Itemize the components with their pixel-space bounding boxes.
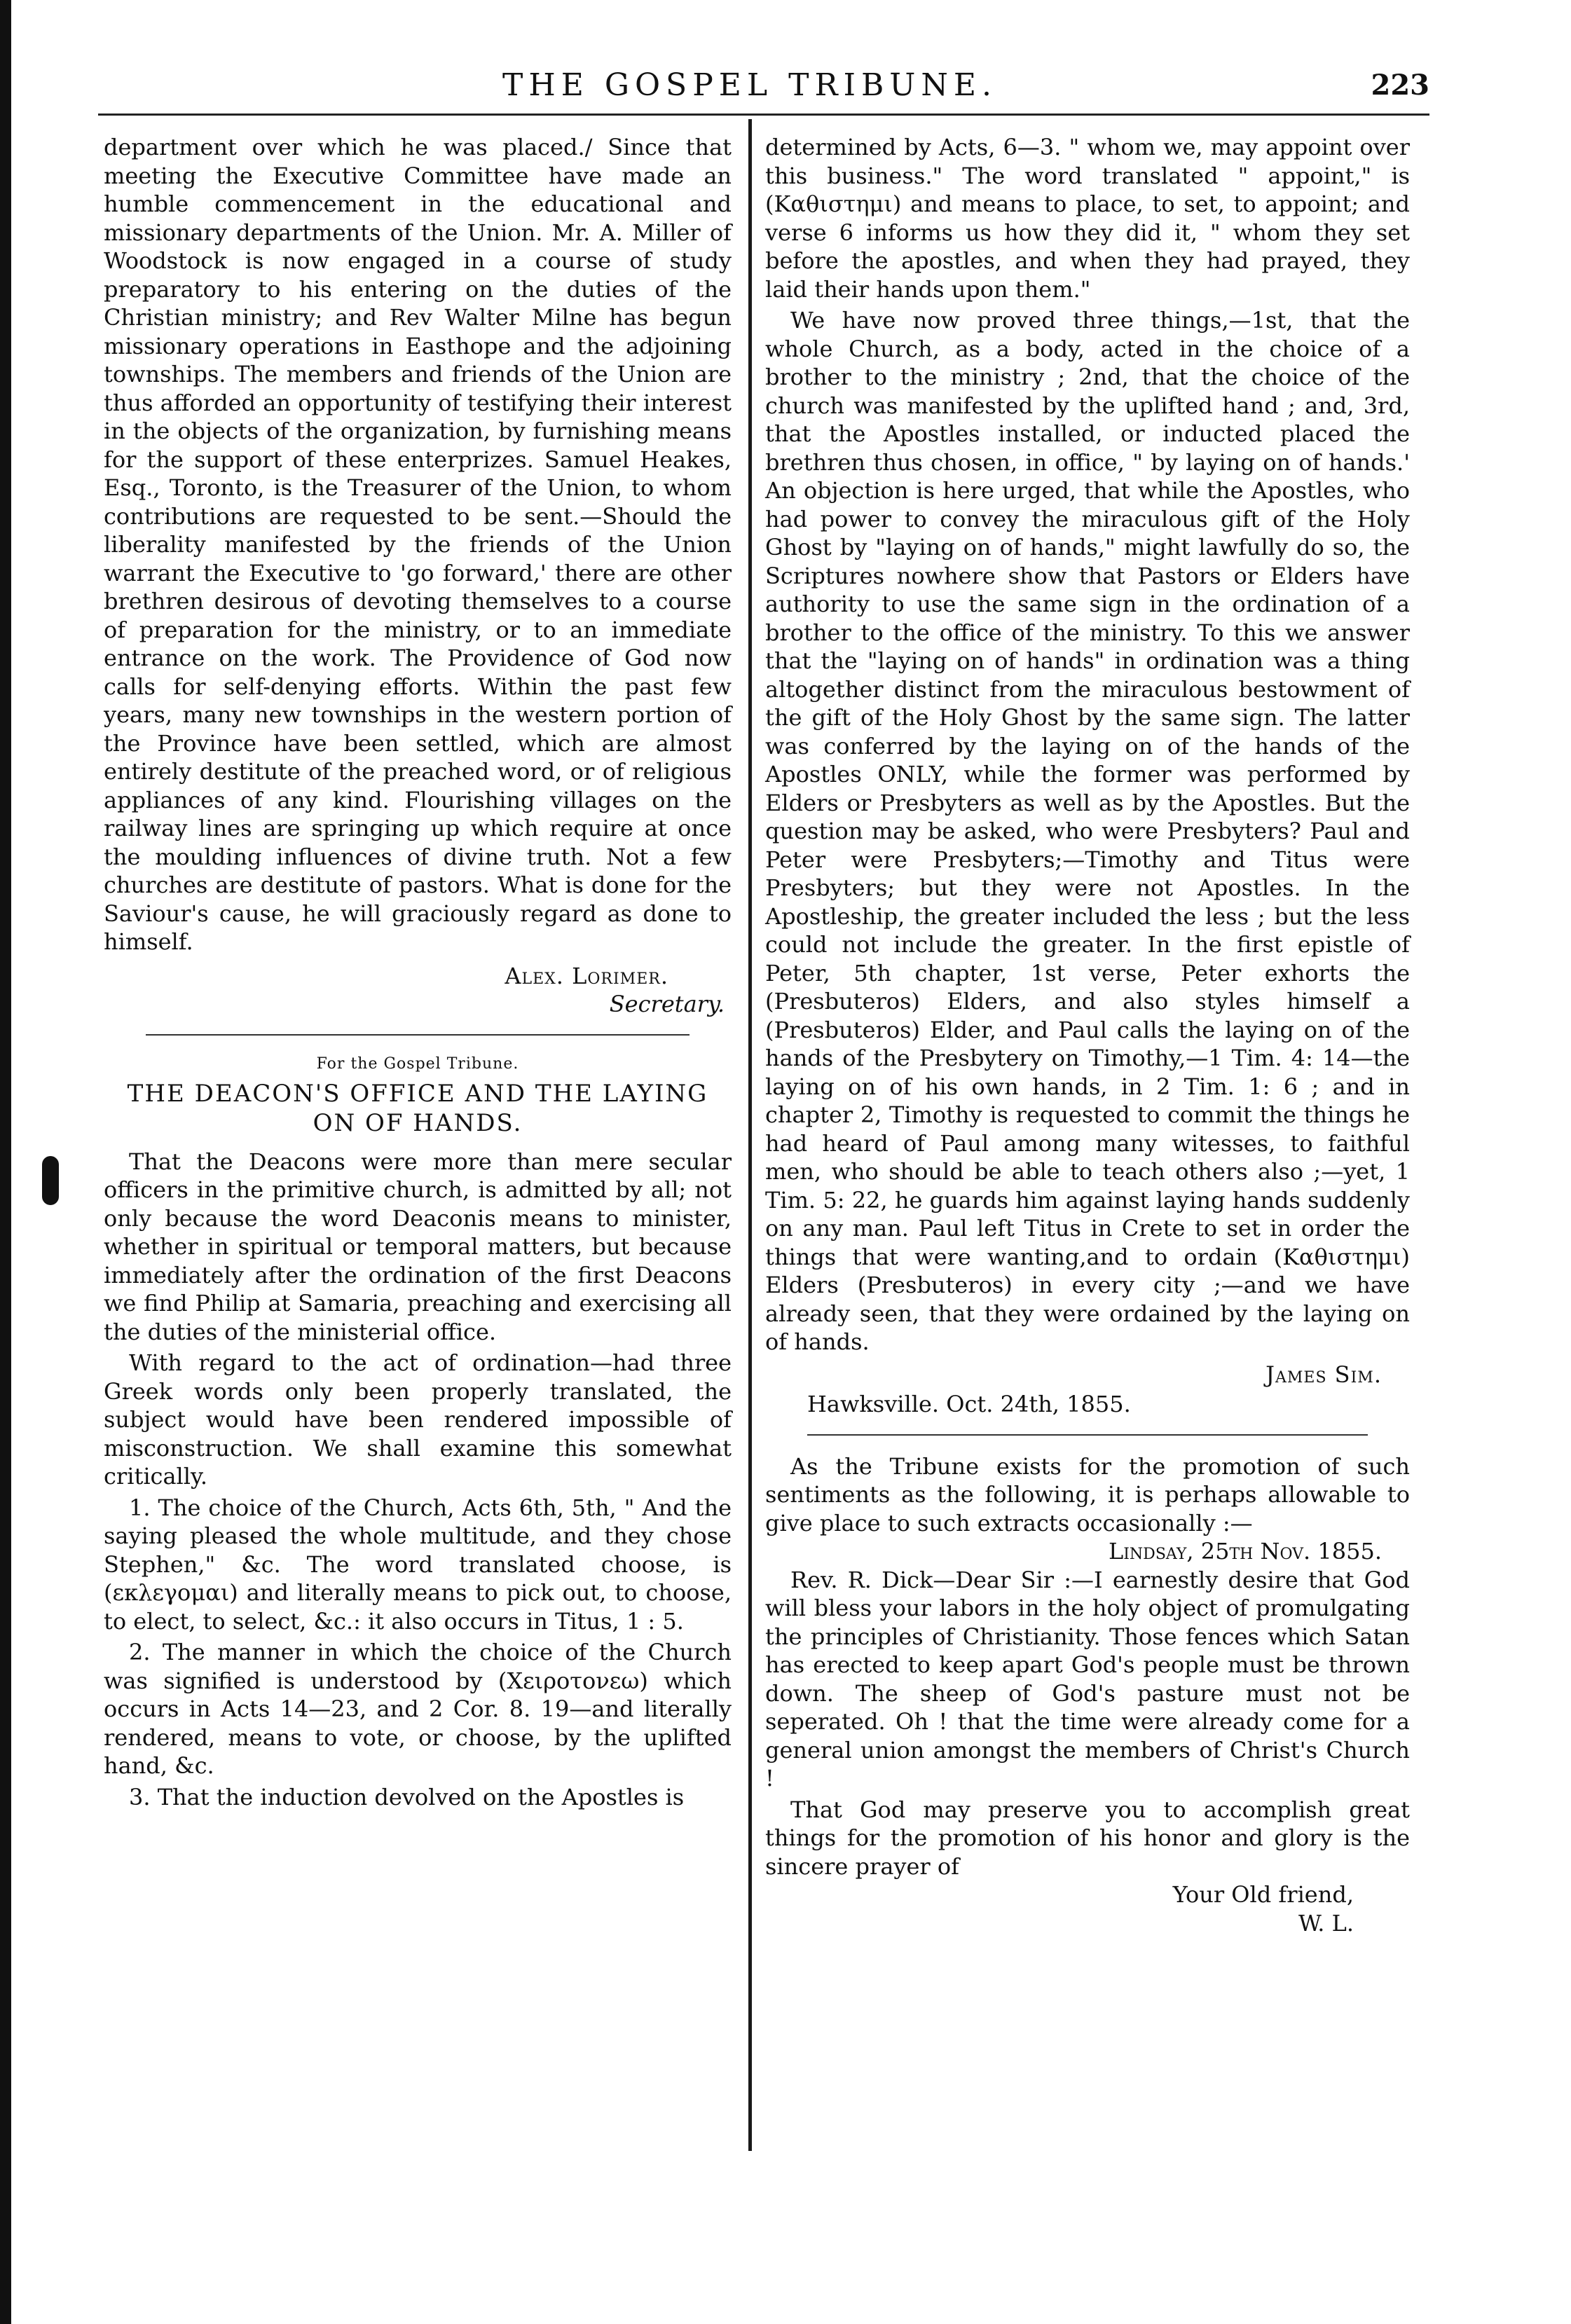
- article-title: THE DEACON'S OFFICE AND THE LAYING ON OF HANDS.: [127, 1079, 708, 1137]
- place-date: Hawksville. Oct. 24th, 1855.: [807, 1391, 1131, 1417]
- right-column: [765, 133, 1410, 1937]
- article-source-heading: For the Gospel Tribune.: [316, 1054, 519, 1073]
- column-divider: [748, 119, 752, 2151]
- letter-body: Rev. R. Dick—Dear Sir :—I earnestly desire that God will bless your labors in the holy object of promulgating the principles of Christianity. Those fences which Satan has erected to keep apart God's people must be thrown down. The sheep of God's pasture must not be seperated. Oh ! that the time were already come for a general union amongst the members of Christ's Church !: [765, 1566, 1410, 1792]
- ink-blot: [42, 1156, 59, 1205]
- article-paragraph: That the Deacons were more than mere secular officers in the primitive church, is admitted by all; not only because the word Deaconis means to minister, whether in spiritual or temporal matters, but because immediately after the ordination of the first Deacons we find Philip at Samaria, preaching and exercising all the duties of the ministerial office.: [104, 1148, 732, 1345]
- article-paragraph: 3. That the induction devolved on the Apostles is: [129, 1783, 685, 1810]
- letter-close: That God may preserve you to accomplish great things for the promotion of his honor and glory is the sincere prayer of: [765, 1796, 1410, 1880]
- letter-dateline: Lindsay, 25th Nov. 1855.: [1108, 1538, 1382, 1565]
- running-title: THE GOSPEL TRIBUNE.: [502, 67, 997, 103]
- article-paragraph: We have now proved three things,—1st, that the whole Church, as a body, acted in the choice of a brother to the ministry ; 2nd, that the choice of the church was manifested by the uplifted hand ; and, 3rd, that the Apostles installed, or inducted placed the brethren thus chosen, in office, " by laying on of hands.' An objection is here urged, that while the Apostles, who had power to convey the miraculous gift of the Holy Ghost by "laying on of hands," might lawfully do so, the Scriptures nowhere show that Pastors or Elders have authority to use the same sign in the ordination of a brother to the office of the ministry. To this we answer that the "laying on of hands" in ordination was a thing altogether distinct from the miraculous bestowment of the gift of the Holy Ghost by the same sign. The latter was conferred by the laying on of the hands of the Apostles ONLY, while the former was performed by Elders or Presbyters as well as by the Apostles. But the question may be asked, who were Presbyters? Paul and Peter were Presbyters;—Timothy and Titus were Presbyters; but they were not Apostles. In the Apostleship, the greater included the less ; but the less could not include the greater. In the first epistle of Peter, 5th chapter, 1st verse, Peter exhorts the (Presbuteros) Elders, and also styles himself a (Presbuteros) Elder, and Paul calls the laying on of the hands of the Presbytery on Timothy,—1 Tim. 4: 14—the laying on of his own hands, in 2 Tim. 1: 6 ; and in chapter 2, Timothy is requested to commit the things he had heard of Paul among many witesses, to faithful men, who should be able to teach others also ;—yet, 1 Tim. 5: 22, he guards him against laying hands suddenly on any man. Paul left Titus in Crete to set in order the things that were wanting,and to ordain (Καθιστημι) Elders (Presbuteros) in every city ;—and we have already seen, that they were ordained by the laying on of hands.: [765, 307, 1410, 1355]
- continued-paragraph: department over which he was placed./ Since that meeting the Executive Committee have made an humble commencement in the educational and missionary departments of the Union. Mr. A. Miller of Woodstock is now engaged in a course of study preparatory to his entering on the duties of the Christian ministry; and Rev Walter Milne has begun missionary operations in Easthope and the adjoining townships. The members and friends of the Union are thus afforded an opportunity of testifying their interest in the objects of the organization, by furnishing means for the support of these enterprizes. Samuel Heakes, Esq., Toronto, is the Treasurer of the Union, to whom contributions are requested to be sent.—Should the liberality manifested by the friends of the Union warrant the Executive to 'go forward,' there are other brethren desirous of devoting themselves to a course of preparation for the ministry, or to an immediate entrance on the work. The Providence of God now calls for self-denying efforts. Within the past few years, many new townships in the western portion of the Province have been settled, which are almost entirely destitute of the preached word, or of religious appliances of any kind. Flourishing villages on the railway lines are springing up which require at once the moulding influences of divine truth. Not a few churches are destitute of pastors. What is done for the Saviour's cause, he will graciously regard as done to himself.: [104, 134, 732, 955]
- letter-signature: W. L.: [1298, 1909, 1354, 1937]
- intro-paragraph: As the Tribune exists for the promotion of such sentiments as the following, it is perhaps allowable to give place to such extracts occasionally :—: [765, 1452, 1410, 1536]
- signature-name: Alex. Lorimer.: [505, 962, 668, 989]
- letter-close-end: Your Old friend,: [1172, 1881, 1354, 1908]
- signature-name: James Sim.: [1265, 1361, 1382, 1388]
- header-rule: [98, 114, 1429, 116]
- signature-title: Secretary.: [609, 991, 725, 1017]
- section-divider: [807, 1434, 1368, 1436]
- section-divider: [146, 1034, 690, 1036]
- article-paragraph: With regard to the act of ordination—had three Greek words only been properly translated, the subject would have been rendered impossible of misconstruction. We shall examine this somewhat critically.: [104, 1349, 732, 1490]
- signature-block: [104, 962, 732, 1019]
- page-header: [98, 64, 1429, 114]
- page-number: 223: [1371, 69, 1429, 102]
- left-column: [104, 133, 732, 1811]
- article-paragraph: 2. The manner in which the choice of the Church was signified is understood by (Χειροτονεω) which occurs in Acts 14—23, and 2 Cor. 8. 19—and literally rendered, means to vote, or choose, by the uplifted hand, &c.: [104, 1639, 732, 1779]
- binding-edge: [0, 0, 11, 2324]
- article-paragraph: determined by Acts, 6—3. " whom we, may appoint over this business." The word translated " appoint," is (Καθιστημι) and means to place, to set, to appoint; and verse 6 informs us how they did it, " whom they set before the apostles, and when they had prayed, they laid their hands upon them.": [765, 134, 1410, 303]
- article-paragraph: 1. The choice of the Church, Acts 6th, 5th, " And the saying pleased the whole multitude, and they chose Stephen," &c. The word translated choose, is (εκλεγομαι) and literally means to pick out, to choose, to elect, to select, &c.: it also occurs in Titus, 1 : 5.: [104, 1494, 732, 1635]
